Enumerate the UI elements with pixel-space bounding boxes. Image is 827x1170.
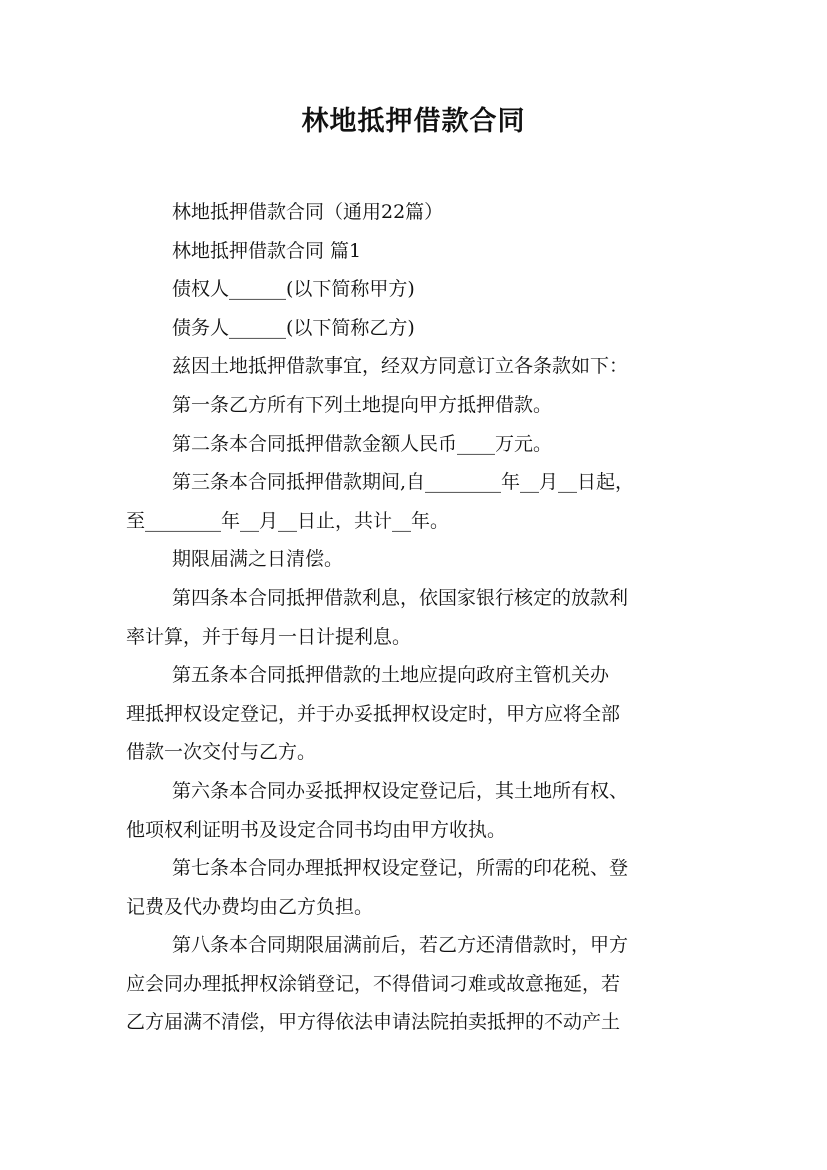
paragraph-article-7: 第七条本合同办理抵押权设定登记，所需的印花税、登 — [172, 857, 629, 880]
paragraph-article-5: 第五条本合同抵押借款的土地应提向政府主管机关办 — [172, 664, 610, 687]
paragraph-section-heading: 林地抵押借款合同 篇1 — [172, 239, 362, 262]
document-body — [126, 193, 712, 1042]
paragraph-article-7-cont: 记费及代办费均由乙方负担。 — [126, 895, 374, 918]
paragraph-article-1: 第一条乙方所有下列土地提向甲方抵押借款。 — [172, 393, 553, 416]
paragraph-article-4-cont: 率计算，并于每月一日计提利息。 — [126, 625, 412, 648]
paragraph-article-5-cont-2: 借款一次交付与乙方。 — [126, 741, 317, 764]
paragraph-article-4: 第四条本合同抵押借款利息，依国家银行核定的放款利 — [172, 586, 629, 609]
paragraph-creditor: 债权人______(以下简称甲方) — [172, 278, 415, 301]
paragraph-article-6-cont: 他项权利证明书及设定合同书均由甲方收执。 — [126, 818, 507, 841]
paragraph-debtor: 债务人______(以下简称乙方) — [172, 316, 415, 339]
paragraph-preamble: 兹因土地抵押借款事宜，经双方同意订立各条款如下： — [172, 355, 629, 378]
paragraph-article-3: 第三条本合同抵押借款期间,自________年__月__日起， — [172, 471, 635, 494]
paragraph-article-2: 第二条本合同抵押借款金额人民币____万元。 — [172, 432, 553, 455]
paragraph-article-5-cont-1: 理抵押权设定登记，并于办妥抵押权设定时，甲方应将全部 — [126, 702, 621, 725]
paragraph-article-6: 第六条本合同办妥抵押权设定登记后，其土地所有权、 — [172, 779, 629, 802]
paragraph-article-3-cont: 至________年__月__日止，共计__年。 — [126, 509, 450, 532]
document-title: 林地抵押借款合同 — [301, 106, 526, 137]
paragraph-repayment-note: 期限届满之日清偿。 — [172, 548, 344, 571]
paragraph-subtitle: 林地抵押借款合同（通用22篇） — [172, 201, 444, 223]
paragraph-article-8: 第八条本合同期限届满前后，若乙方还清借款时，甲方 — [172, 934, 629, 957]
paragraph-article-8-cont-2: 乙方届满不清偿，甲方得依法申请法院拍卖抵押的不动产土 — [126, 1011, 621, 1034]
paragraph-article-8-cont-1: 应会同办理抵押权涂销登记，不得借词刁难或故意拖延，若 — [126, 972, 621, 995]
